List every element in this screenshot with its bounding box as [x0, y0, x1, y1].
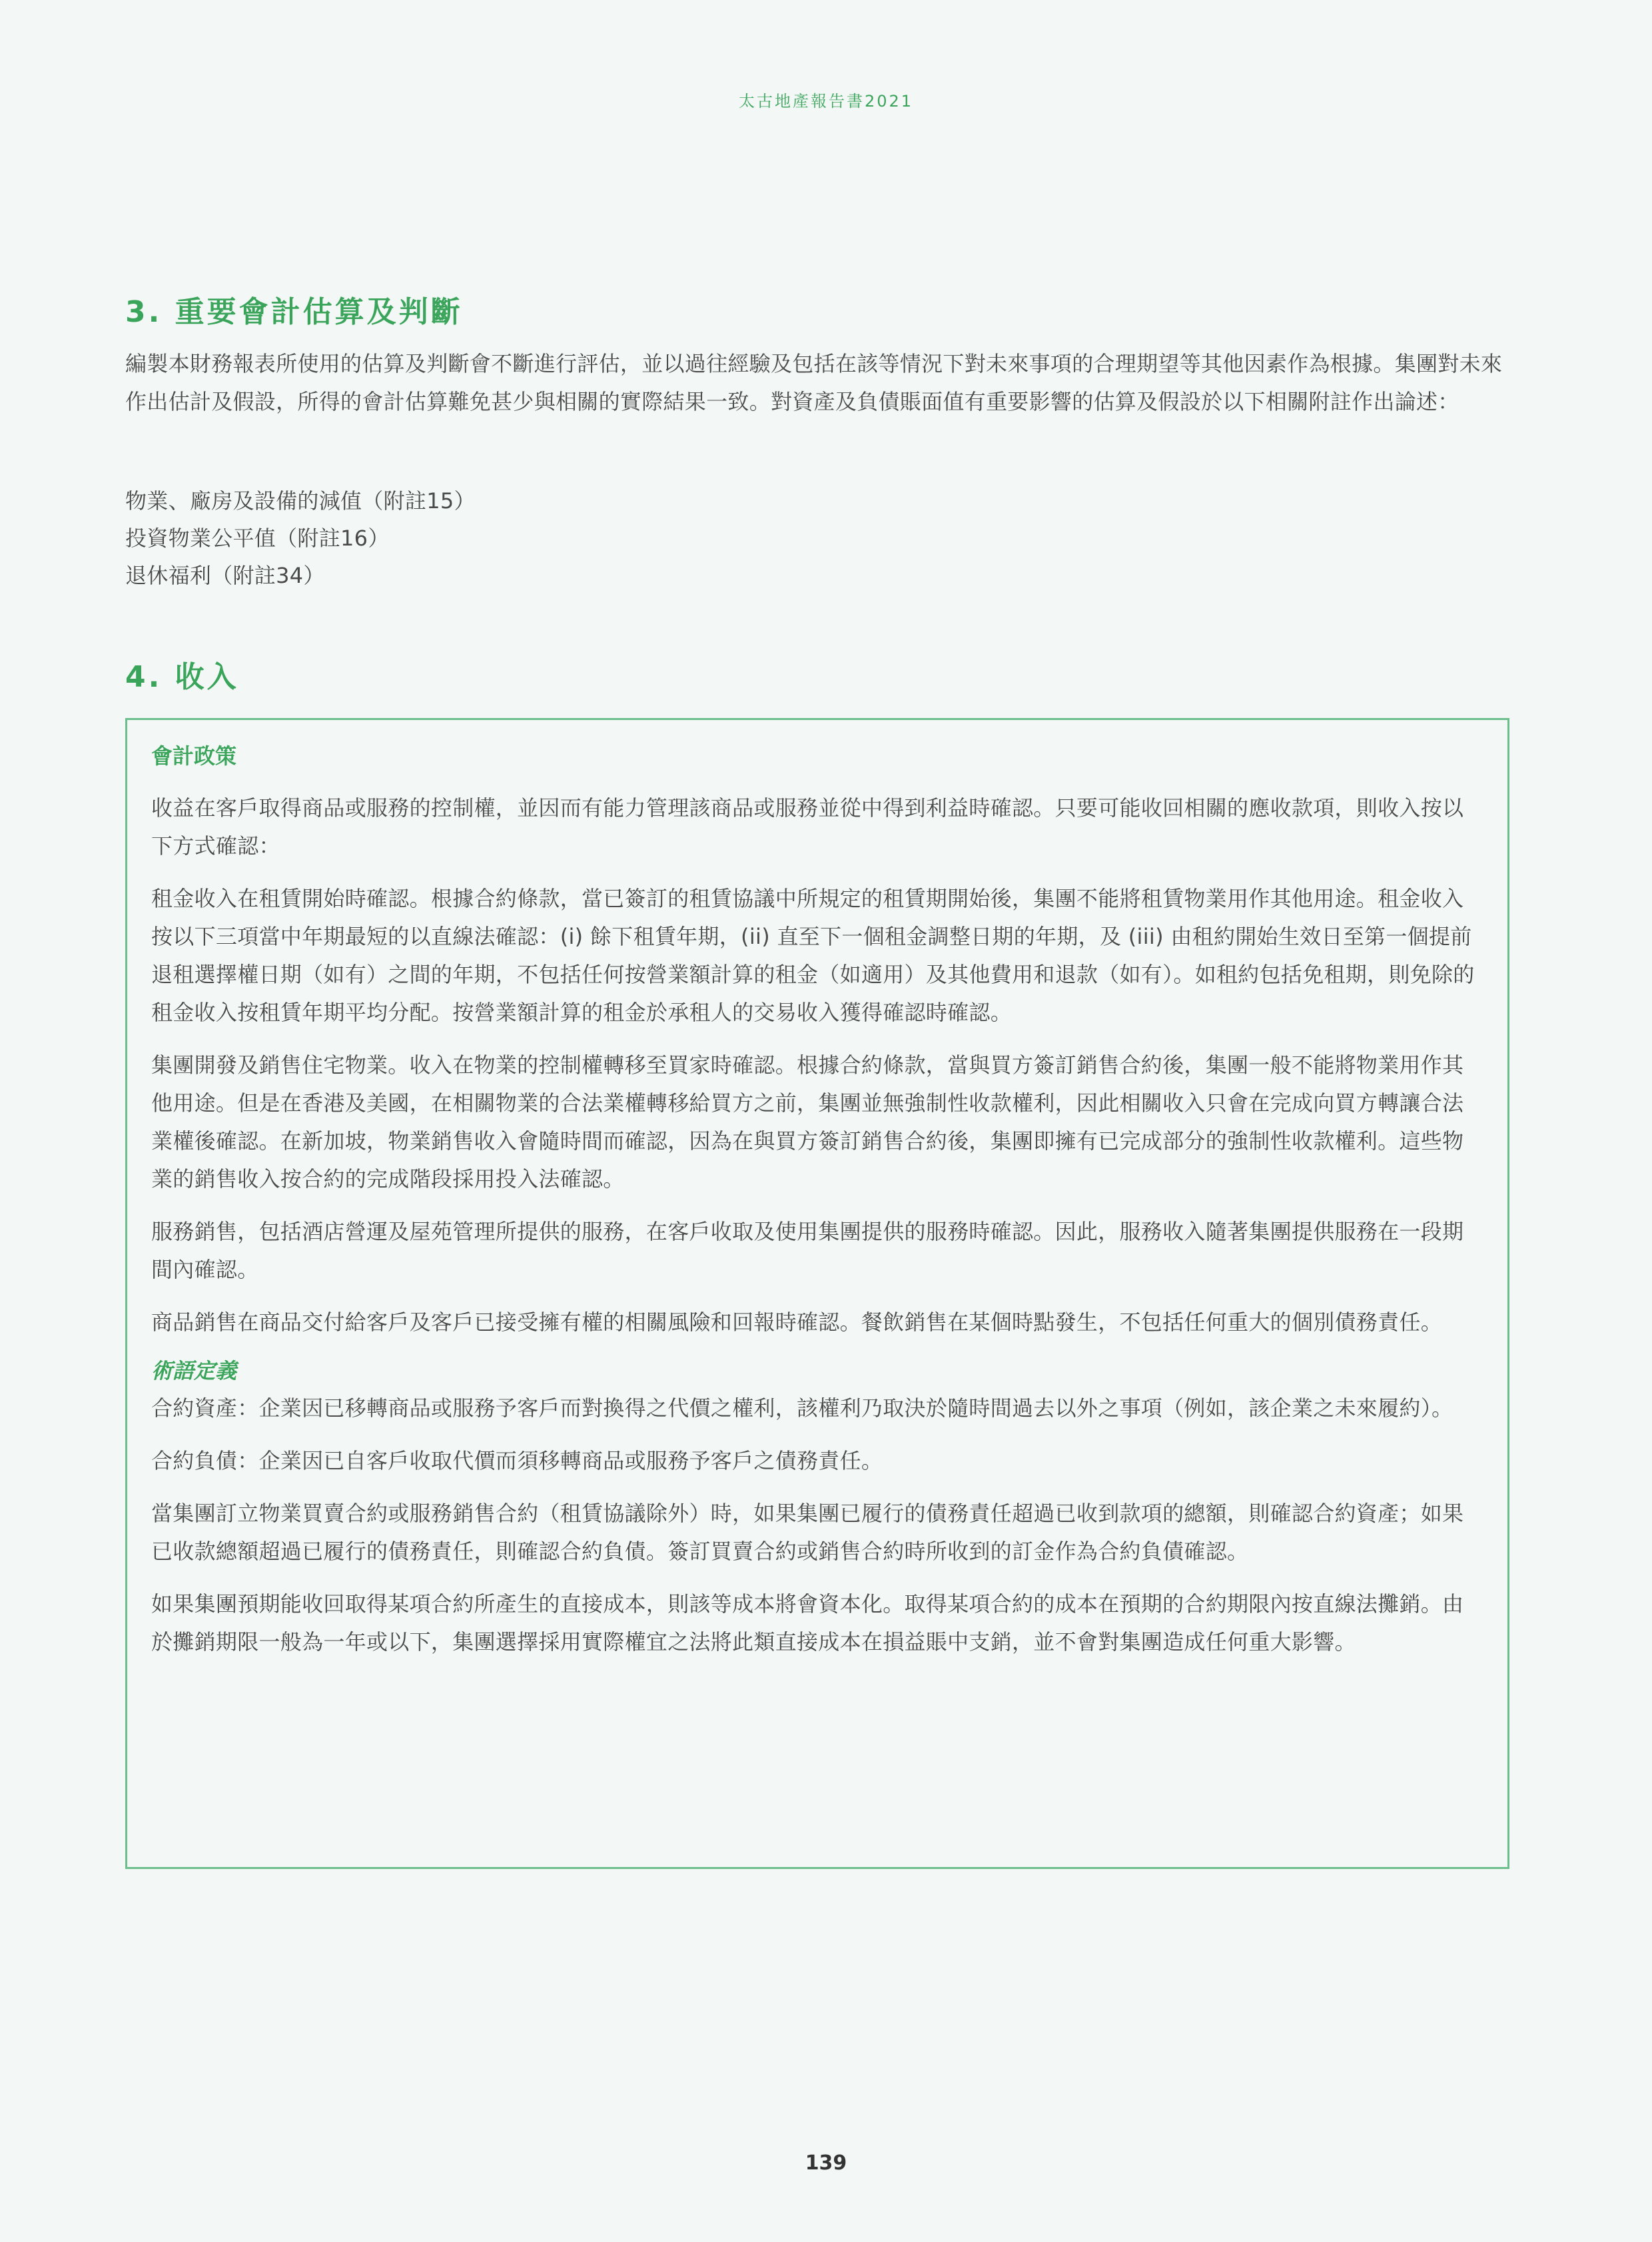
policy-paragraph: 服務銷售，包括酒店營運及屋苑管理所提供的服務，在客戶收取及使用集團提供的服務時確認。因此，服務收入隨著集團提供服務在一段期間內確認。 — [151, 1219, 1464, 1282]
policy-paragraph: 商品銷售在商品交付給客戶及客戶已接受擁有權的相關風險和回報時確認。餐飲銷售在某個時點發生，不包括任何重大的個別債務責任。 — [151, 1309, 1443, 1335]
terms-paragraph: 合約負債：企業因已自客戶收取代價而須移轉商品或服務予客戶之債務責任。 — [151, 1448, 883, 1473]
page-number: 139 — [805, 2151, 847, 2175]
policy-paragraph: 租金收入在租賃開始時確認。根據合約條款，當已簽訂的租賃協議中所規定的租賃期開始後，集團不能將租賃物業用作其他用途。租金收入按以下三項當中年期最短的以直線法確認：(i) 餘下租賃年期，(ii) 直至下一個租金調整日期的年期，及 (iii) 由租約開始生效日至第一個提前退租選擇權日期（如有）之間的年期，不包括任何按營業額計算的租金（如適用）及其他費用和退款（如有）。如租約包括免租期，則免除的租金收入按租賃年期平均分配。按營業額計算的租金於承租人的交易收入獲得確認時確認。 — [151, 886, 1475, 1025]
note-item-investment-property: 投資物業公平值（附註16） — [125, 526, 390, 551]
policy-paragraph: 收益在客戶取得商品或服務的控制權，並因而有能力管理該商品或服務並從中得到利益時確認。只要可能收回相關的應收款項，則收入按以下方式確認： — [151, 795, 1464, 859]
policy-paragraph: 集團開發及銷售住宅物業。收入在物業的控制權轉移至買家時確認。根據合約條款，當與買方簽訂銷售合約後，集團一般不能將物業用作其他用途。但是在香港及美國，在相關物業的合法業權轉移給買方之前，集團並無強制性收款權利，因此相關收入只會在完成向買方轉讓合法業權後確認。在新加坡，物業銷售收入會隨時間而確認，因為在與買方簽訂銷售合約後，集團即擁有已完成部分的強制性收款權利。這些物業的銷售收入按合約的完成階段採用投入法確認。 — [151, 1052, 1464, 1192]
report-header: 太古地產報告書2021 — [738, 92, 914, 111]
terms-paragraph: 當集團訂立物業買賣合約或服務銷售合約（租賃協議除外）時，如果集團已履行的債務責任超過已收到款項的總額，則確認合約資產；如果已收款總額超過已履行的債務責任，則確認合約負債。簽訂買賣合約或銷售合約時所收到的訂金作為合約負債確認。 — [151, 1501, 1464, 1564]
section-3-title: 3. 重要會計估算及判斷 — [125, 295, 463, 329]
section-4-title: 4. 收入 — [125, 660, 239, 694]
section-3-intro: 編製本財務報表所使用的估算及判斷會不斷進行評估，並以過往經驗及包括在該等情況下對未來事項的合理期望等其他因素作為根據。集團對未來作出估計及假設，所得的會計估算難免甚少與相關的實際結果一致。對資產及負債賬面值有重要影響的估算及假設於以下相關附註作出論述： — [125, 351, 1503, 414]
accounting-policy-heading: 會計政策 — [151, 743, 237, 769]
accounting-policy-box — [125, 718, 1509, 1869]
terms-paragraph: 合約資產：企業因已移轉商品或服務予客戶而對換得之代價之權利，該權利乃取決於隨時間過去以外之事項（例如，該企業之未來履約）。 — [151, 1395, 1453, 1421]
note-item-ppe-impairment: 物業、廠房及設備的減值（附註15） — [125, 488, 476, 514]
terms-paragraph: 如果集團預期能收回取得某項合約所產生的直接成本，則該等成本將會資本化。取得某項合約的成本在預期的合約期限內按直線法攤銷。由於攤銷期限一般為一年或以下，集團選擇採用實際權宜之法將此類直接成本在損益賬中支銷，並不會對集團造成任何重大影響。 — [151, 1591, 1464, 1655]
note-item-retirement-benefits: 退休福利（附註34） — [125, 563, 325, 588]
section-3-note-list — [125, 482, 1511, 594]
terms-definition-heading: 術語定義 — [151, 1358, 237, 1383]
